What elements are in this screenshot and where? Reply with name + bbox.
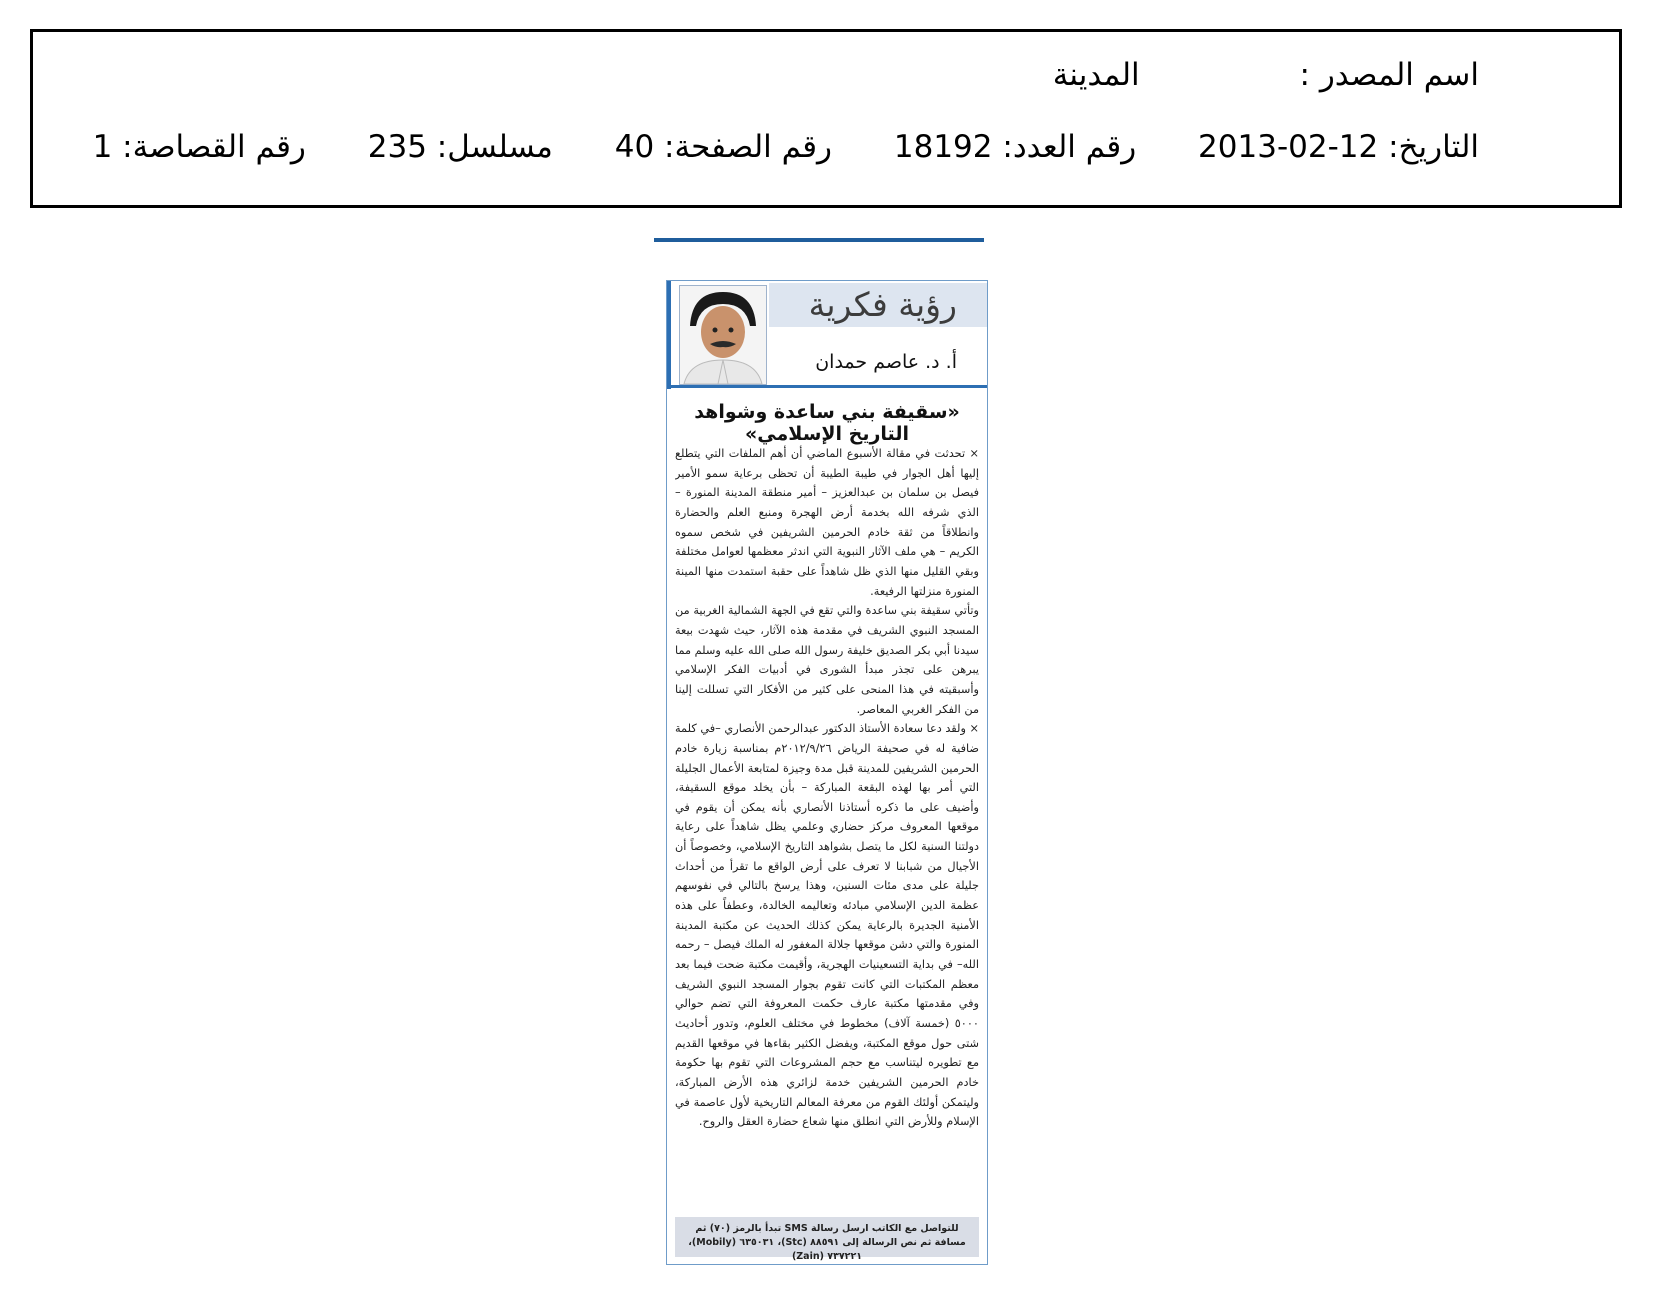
paragraph: وتأتي سقيفة بني ساعدة والتي تقع في الجهة الشمالية الغربية من المسجد النبوي الشريف في مقدمة هذه الآثار، حيث شهدت بيعة سيدنا أبي بكر الصديق خليفة رسول الله صلى الله عليه وسلم مما يبرهن على تجذر مبدأ الشورى في أدبيات الفكر الإسلامي وأسبقيته في هذا المنحى على كثير من الأفكار التي تسللت إلينا من الفكر الغربي المعاصر. [675, 604, 979, 716]
paragraph: × تحدثت في مقالة الأسبوع الماضي أن أهم الملفات التي يتطلع إليها أهل الجوار في طيبة الطيبة أن تحظى برعاية سمو الأمير فيصل بن سلمان بن عبدالعزيز – أمير منطقة المدينة المنورة – الذي شرفه الله بخدمة أرض الهجرة ومنبع العلم والحضارة وانطلاقاً من ثقة خادم الحرمين الشريفين في شخص سموه الكريم – هي ملف الآثار النبوية التي اندثر معظمها لعوامل مختلفة وبقي القليل منها الذي ظل شاهداً على حقبة استمدت منها المينة المنورة منزلتها الرفيعة. [675, 447, 979, 598]
clip-top-rule [654, 238, 984, 242]
serial-field: مسلسل: 235 [367, 129, 553, 165]
details-row [92, 129, 1479, 165]
column-title: رؤية فكرية [808, 285, 957, 324]
header-accent [667, 281, 671, 389]
source-info-box [30, 29, 1622, 208]
date-field: التاريخ: 12-02-2013 [1198, 129, 1479, 165]
column-header [667, 281, 987, 389]
article-body [675, 444, 979, 1202]
paragraph: × ولقد دعا سعادة الأستاذ الدكتور عبدالرحمن الأنصاري –في كلمة ضافية له في صحيفة الرياض ٢٠١٢/٩/٢٦م بمناسبة زيارة خادم الحرمين الشريفين للمدينة قبل مدة وجيزة لمتابعة الأعمال الجليلة التي أمر بها لهذه البقعة المباركة – بأن يخلد موقع السقيفة، وأضيف على ما ذكره أستاذنا الأنصاري بأنه يمكن أن يقوم في موقعها المعروف مركز حضاري وعلمي يظل شاهداً على رعاية دولتنا السنية لكل ما يتصل بشواهد التاريخ الإسلامي، وخصوصاً أن الأجيال من شبابنا لا تعرف على أرض الواقع ما تقرأ من أحداث جليلة على مدى مئات السنين، وهذا يرسخ بالتالي في نفوسهم عظمة الدين الإسلامي مبادئه وتعاليمه الخالدة، وعطفاً على هذه الأمنية الجديرة بالرعاية يمكن كذلك الحديث عن مكتبة المدينة المنورة والتي دشن موقعها جلالة المغفور له الملك فيصل – رحمه الله– في بداية التسعينيات الهجرية، وأقيمت مكتبة ضحت فيما بعد معظم المكتبات التي كانت تقوم بجوار المسجد النبوي الشريف وفي مقدمتها مكتبة عارف حكمت المعروفة التي تضم حوالي ٥٠٠٠ (خمسة آلاف) مخطوط في مختلف العلوم، وتدور أحاديث شتى حول موقع المكتبة، ويفضل الكثير بقاءها في موقعها القديم مع تطويره ليتناسب مع حجم المشروعات التي تقوم بها حكومة خادم الحرمين الشريفين خدمة لزائري هذه الأرض المباركة، وليتمكن أولئك القوم من معرفة المعالم التاريخية لأول عاصمة في الإسلام وللأرض التي انطلق منها شعاع حضارة العقل والروح. [675, 722, 979, 1129]
article-headline: «سقيفة بني ساعدة وشواهد التاريخ الإسلامي» [694, 401, 960, 445]
contact-footer-text: للتواصل مع الكاتب ارسل رسالة SMS تبدأ بالرمز (٧٠) ثم مسافة ثم نص الرسالة إلى ٨٨٥٩١ (Stc)، ٦٣٥٠٣١ (Mobily)، ٧٣٧٢٢١ (Zain) [688, 1223, 966, 1262]
clip-field: رقم القصاصة: 1 [92, 129, 306, 165]
author-portrait-image [680, 286, 766, 384]
source-value: المدينة [1052, 57, 1140, 93]
newspaper-clipping [666, 280, 988, 1265]
author-name: أ. د. عاصم حمدان [815, 351, 957, 373]
author-portrait [679, 285, 767, 385]
source-row [1052, 57, 1479, 93]
contact-footer [675, 1217, 979, 1262]
issue-field: رقم العدد: 18192 [893, 129, 1137, 165]
page-field: رقم الصفحة: 40 [614, 129, 833, 165]
source-label: اسم المصدر : [1299, 57, 1479, 93]
